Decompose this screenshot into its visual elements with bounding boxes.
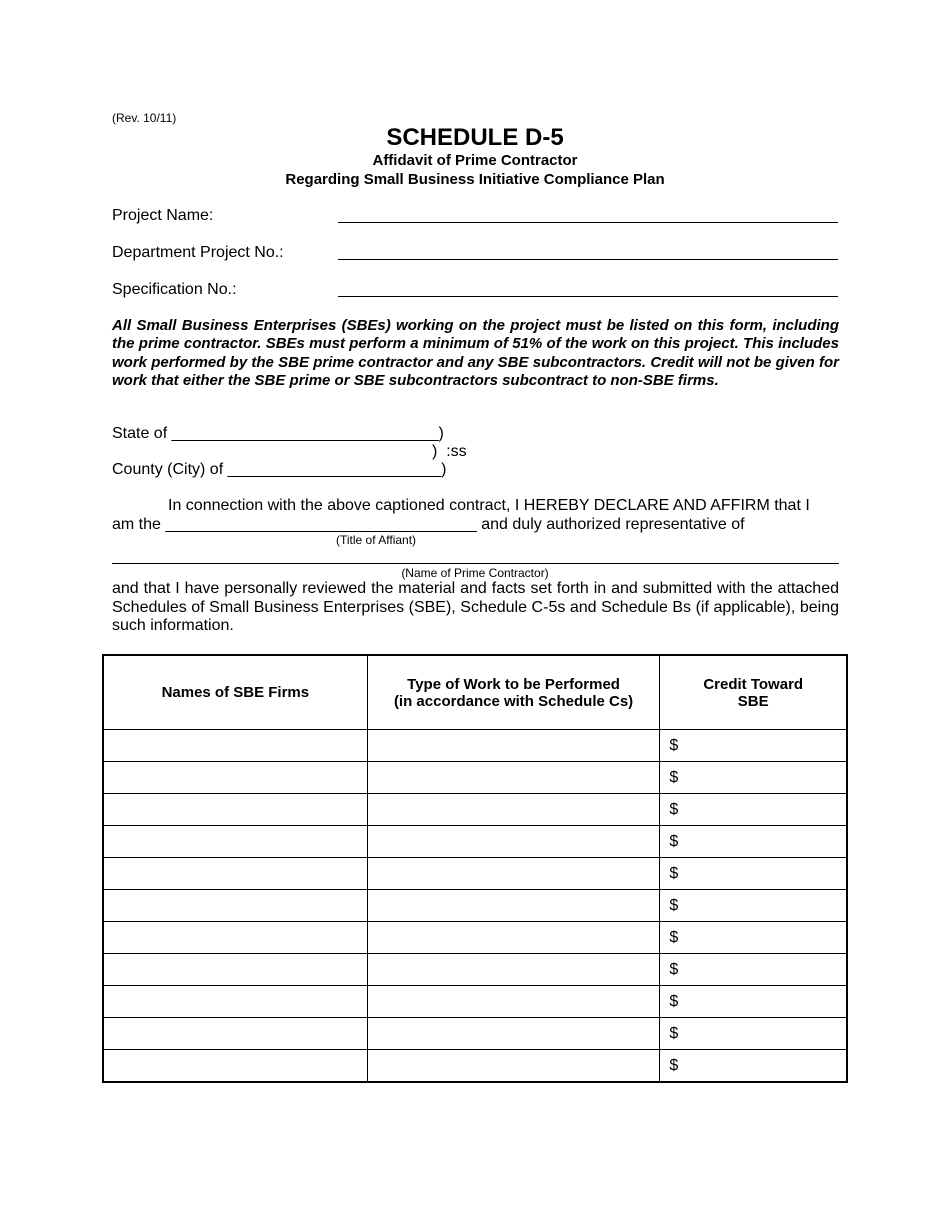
credit-cell[interactable]: $ [660, 794, 847, 826]
sbe-firm-name-cell[interactable] [103, 858, 367, 890]
credit-cell[interactable]: $ [660, 922, 847, 954]
table-header-row [103, 655, 847, 730]
sbe-firm-name-cell[interactable] [103, 1018, 367, 1050]
work-type-cell[interactable] [367, 858, 660, 890]
work-type-cell[interactable] [367, 730, 660, 762]
page-title: SCHEDULE D-5 [386, 124, 564, 151]
work-type-cell[interactable] [367, 1050, 660, 1083]
column-header-work-type: Type of Work to be Performed (in accordance with Schedule Cs) [367, 655, 660, 730]
sbe-firm-name-cell[interactable] [103, 922, 367, 954]
credit-cell[interactable]: $ [660, 954, 847, 986]
work-type-cell[interactable] [367, 1018, 660, 1050]
work-type-cell[interactable] [367, 986, 660, 1018]
column-header-firm-names: Names of SBE Firms [103, 655, 367, 730]
table-row [103, 954, 847, 986]
column-header-credit: Credit Toward SBE [660, 655, 847, 730]
credit-cell[interactable]: $ [660, 986, 847, 1018]
work-type-cell[interactable] [367, 762, 660, 794]
table-row [103, 890, 847, 922]
work-type-cell[interactable] [367, 922, 660, 954]
affidavit-line-1: In connection with the above captioned contract, I HEREBY DECLARE AND AFFIRM that I [168, 497, 810, 514]
sbe-notice: All Small Business Enterprises (SBEs) working on the project must be listed on this form, including the prime contractor. SBEs must perform a minimum of 51% of the work on this project. This includes work performed by the SBE prime contractor and any SBE subcontractors. Credit will not be given for work that either the SBE prime or SBE subcontractors subcontract to non-SBE firms. [112, 317, 839, 389]
project-name-field[interactable] [338, 222, 838, 223]
ss-marker: ) :ss [432, 443, 467, 460]
table-row [103, 922, 847, 954]
work-type-cell[interactable] [367, 826, 660, 858]
sbe-firm-name-cell[interactable] [103, 730, 367, 762]
subtitle-affidavit: Affidavit of Prime Contractor [372, 152, 578, 169]
sbe-firm-name-cell[interactable] [103, 954, 367, 986]
sbe-firm-name-cell[interactable] [103, 794, 367, 826]
credit-cell[interactable]: $ [660, 1050, 847, 1083]
sbe-firm-name-cell[interactable] [103, 826, 367, 858]
department-project-no-label: Department Project No.: [112, 244, 284, 261]
table-row [103, 1018, 847, 1050]
credit-cell[interactable]: $ [660, 858, 847, 890]
revision-label: (Rev. 10/11) [112, 111, 177, 125]
table-row [103, 858, 847, 890]
table-row [103, 730, 847, 762]
department-project-no-field[interactable] [338, 259, 838, 260]
credit-cell[interactable]: $ [660, 826, 847, 858]
table-row [103, 762, 847, 794]
affidavit-line-2[interactable]: am the ___________________________________ and duly authorized representative of [112, 516, 745, 533]
credit-cell[interactable]: $ [660, 1018, 847, 1050]
subtitle-compliance-plan: Regarding Small Business Initiative Compliance Plan [285, 171, 665, 188]
sbe-firm-name-cell[interactable] [103, 1050, 367, 1083]
sbe-firm-name-cell[interactable] [103, 986, 367, 1018]
title-of-affiant-caption: (Title of Affiant) [336, 533, 417, 547]
credit-cell[interactable]: $ [660, 890, 847, 922]
county-of-line[interactable]: County (City) of ________________________) [112, 461, 447, 478]
table-row [103, 826, 847, 858]
work-type-cell[interactable] [367, 794, 660, 826]
state-of-line[interactable]: State of ______________________________) [112, 425, 444, 442]
prime-contractor-caption: (Name of Prime Contractor) [401, 566, 549, 580]
project-name-label: Project Name: [112, 207, 214, 224]
table-row [103, 794, 847, 826]
work-type-cell[interactable] [367, 890, 660, 922]
table-row [103, 1050, 847, 1083]
prime-contractor-name-field[interactable] [112, 563, 839, 564]
specification-no-label: Specification No.: [112, 281, 237, 298]
credit-cell[interactable]: $ [660, 762, 847, 794]
specification-no-field[interactable] [338, 296, 838, 297]
sbe-firm-name-cell[interactable] [103, 890, 367, 922]
table-row [103, 986, 847, 1018]
credit-cell[interactable]: $ [660, 730, 847, 762]
sbe-firms-table [102, 654, 848, 1083]
work-type-cell[interactable] [367, 954, 660, 986]
sbe-firm-name-cell[interactable] [103, 762, 367, 794]
affidavit-continuation: and that I have personally reviewed the material and facts set forth in and submitted with the attached Schedules of Small Business Enterprises (SBE), Schedule C-5s and Schedule Bs (if applicable), being such information. [112, 580, 839, 634]
